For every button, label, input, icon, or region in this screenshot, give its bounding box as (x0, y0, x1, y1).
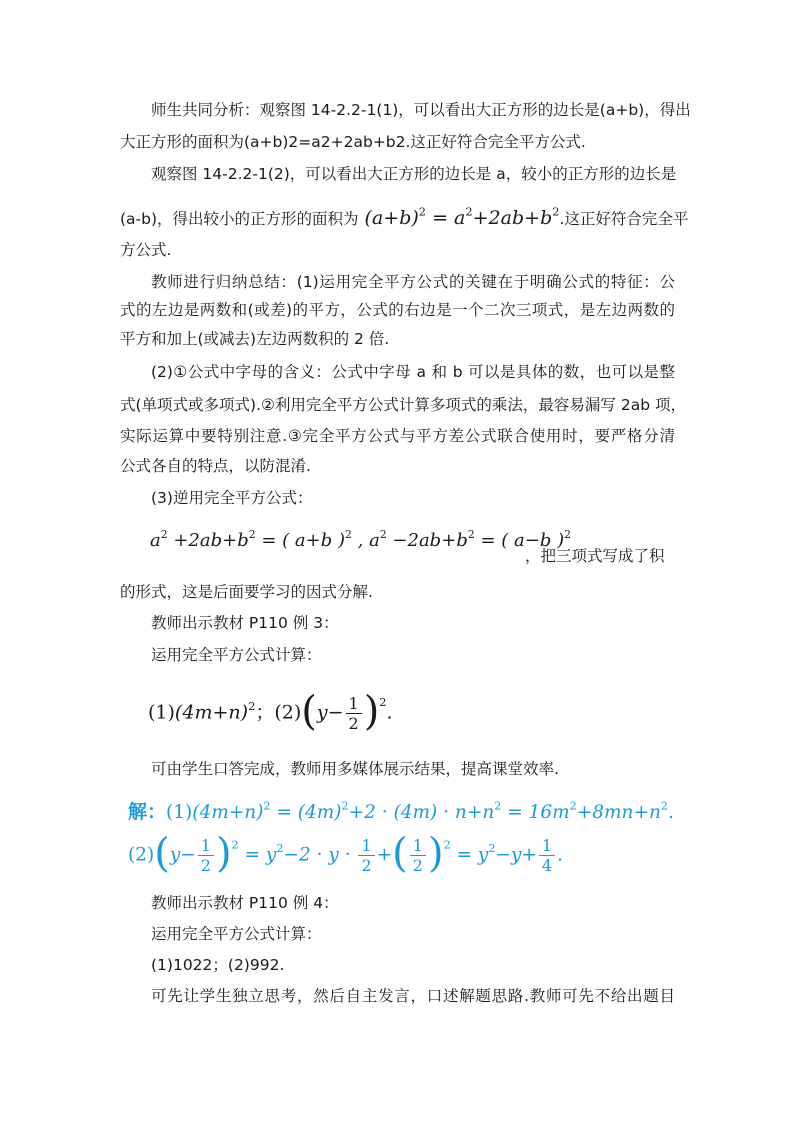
solution-line-1: 解：$(1)(4m+n)^2 = (4m)^2+2 \cdot (4m) \cdot n+n^2 = 16m^2+8mn+n^2$. (128, 799, 674, 823)
paragraph-1-line-2: 大正方形的面积为(a+b)2=a2+2ab+b2.这正好符合完全平方公式. (120, 133, 586, 151)
paragraph-2-post: .这正好符合完全平 (559, 210, 689, 228)
paragraph-5-tail: ，把三项式写成了积 (525, 547, 665, 565)
paragraph-2-line-1: 观察图 14-2.2-1(2)，可以看出大正方形的边长是 a，较小的正方形的边长是 (151, 165, 677, 183)
paragraph-4-line-3: 实际运算中要特别注意.③完全平方公式与平方差公式联合使用时，要严格分清 (120, 427, 675, 445)
example-4-last-line: 可先让学生独立思考，然后自主发言，口述解题思路.教师可先不给出题目 (151, 987, 675, 1005)
example-3-problems: $(1)(4m+n)^2$；(2)(y− $\frac{1}{2}$ )$^2$. (148, 688, 393, 735)
paragraph-2-line-3: 方公式. (120, 241, 172, 259)
paragraph-3-line-1: 教师进行归纳总结：(1)运用完全平方公式的关键在于明确公式的特征：公 (151, 273, 675, 291)
formula-inverse-perfect-square: $a^2 +2ab+b^2$ = ( a+b )$^2$ , $a^2 -2ab+b^2$ = ( a−b )$^2$ (150, 527, 571, 551)
paragraph-3-line-3: 平方和加上(或减去)左边两数积的 2 倍. (120, 330, 390, 348)
example-4-items: (1)1022；(2)992. (151, 956, 285, 974)
solution-label: 解： (128, 801, 167, 823)
paragraph-1-line-1: 师生共同分析：观察图 14-2.2-1(1)，可以看出大正方形的边长是(a+b)，得出 (151, 101, 691, 119)
example-3-title: 教师出示教材 P110 例 3： (151, 614, 339, 632)
paragraph-5-line-3: 的形式，这是后面要学习的因式分解. (120, 583, 373, 601)
paragraph-4-line-1: (2)①公式中字母的含义：公式中字母 a 和 b 可以是具体的数，也可以是整 (151, 363, 675, 381)
formula-a-minus-b-squared: $(a+b)^2 = a^2+2ab+b^2$ (364, 204, 560, 229)
example-3-note: 可由学生口答完成，教师用多媒体展示结果，提高课堂效率. (151, 760, 559, 778)
solution-line-2: (2)(y− $\frac{1}{2}$ )$^2 = y^2-2 \cdot y$ · $\frac{1}{2}$ +( $\frac{1}{2}$ )$^2 = y^2-y+$ $\frac{1}{4}$ . (128, 830, 563, 877)
paragraph-2-pre: (a-b)，得出较小的正方形的面积为 (120, 210, 359, 228)
paragraph-5-line-1: (3)逆用完全平方公式： (151, 489, 313, 507)
paragraph-4-line-4: 公式各自的特点，以防混淆. (120, 457, 311, 475)
paragraph-4-line-2: 式(单项式或多项式).②利用完全平方公式计算多项式的乘法，最容易漏写 2ab 项， (120, 396, 686, 414)
paragraph-3-line-2: 式的左边是两数和(或差)的平方，公式的右边是一个二次三项式，是左边两数的 (120, 301, 675, 319)
paragraph-2-line-2 (120, 204, 689, 231)
example-3-task: 运用完全平方公式计算： (151, 646, 322, 664)
example-4-title: 教师出示教材 P110 例 4： (151, 894, 339, 912)
example-4-task: 运用完全平方公式计算： (151, 925, 322, 943)
